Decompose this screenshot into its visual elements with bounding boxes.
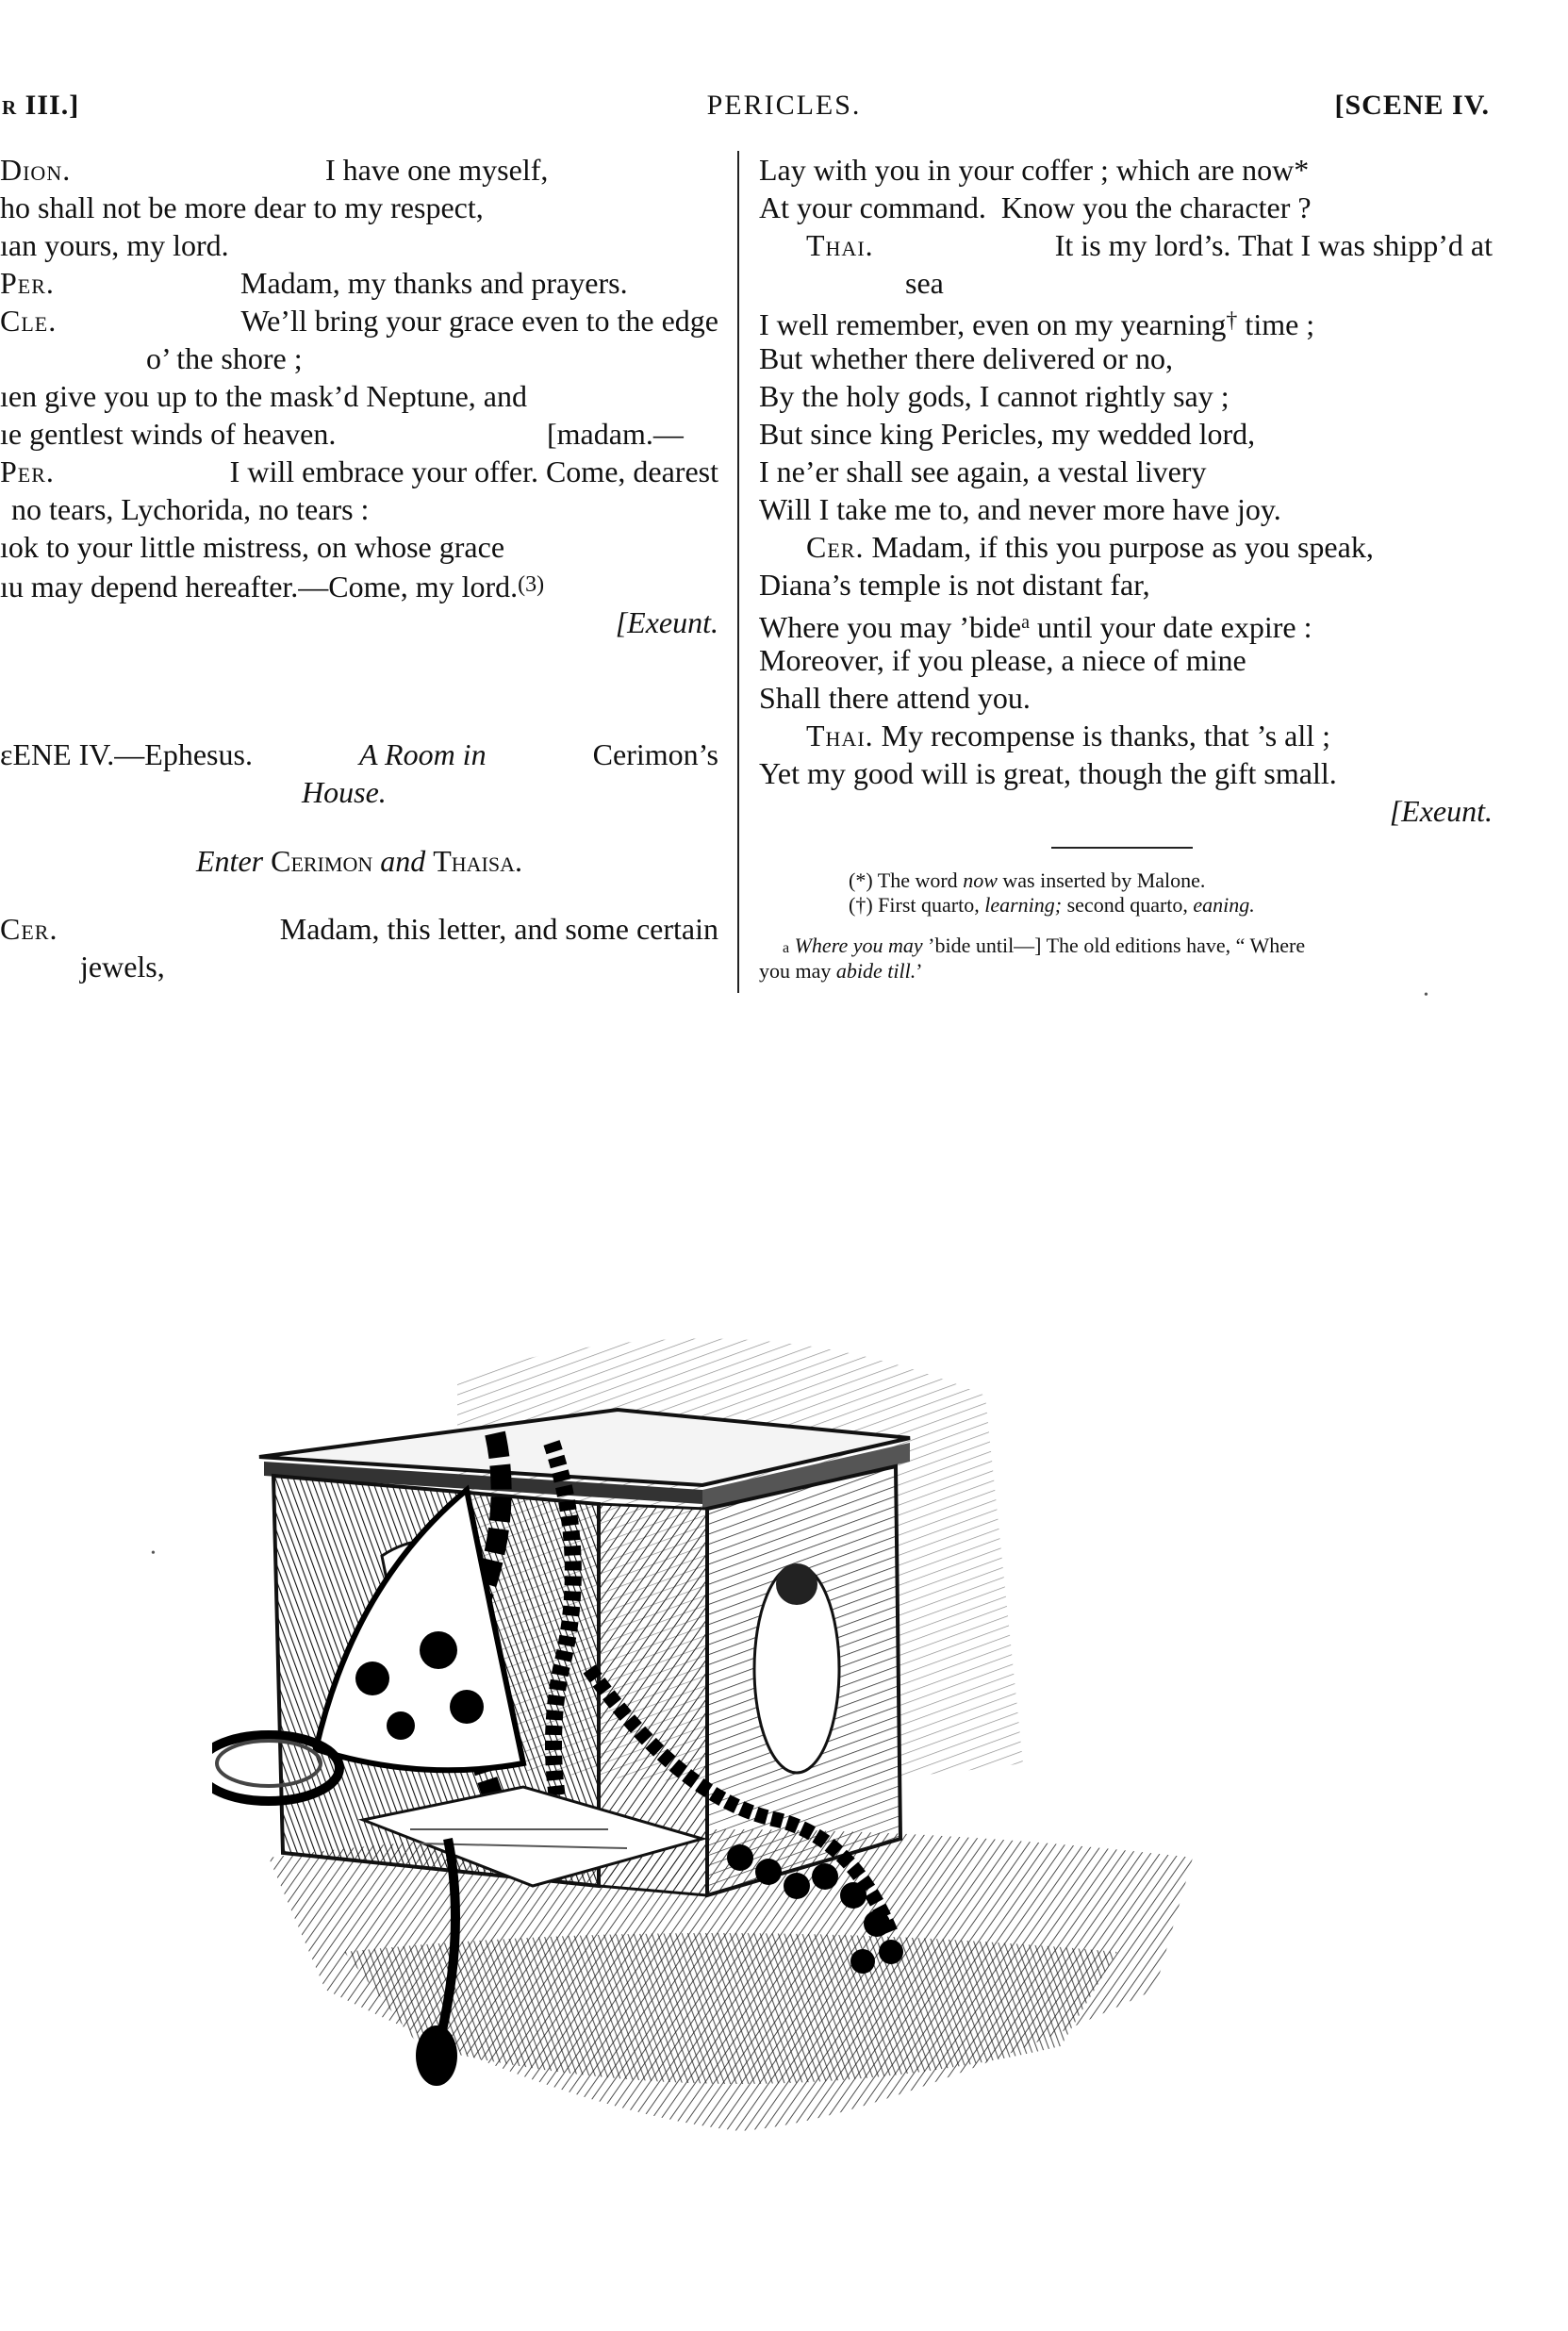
verse-line: ho shall not be more dear to my respect,	[0, 190, 484, 224]
footnote-mark: (*)	[849, 868, 873, 892]
verse-line: Moreover, if you please, a niece of mine	[759, 643, 1246, 677]
footnote-text: ’	[916, 959, 923, 983]
speaker: Cer.	[806, 530, 865, 564]
footnote-text: eaning.	[1193, 893, 1255, 917]
ink-speck: •	[1424, 988, 1428, 1002]
footnote	[849, 892, 1255, 918]
running-header-act: r III.]	[2, 90, 80, 121]
verse-line	[0, 302, 718, 339]
verse-line	[0, 453, 718, 490]
footnote-text: Where you may	[794, 934, 923, 957]
verse-text: My recompense is thanks, that ’s all ;	[881, 719, 1331, 752]
footnote-mark: (†)	[849, 893, 873, 917]
verse-text: We’ll bring your grace even to the edge	[240, 304, 718, 338]
footnote-text: ’bide until—] The old editions have, “ Where	[928, 934, 1306, 957]
ink-speck: •	[151, 1546, 156, 1561]
verse-line	[0, 566, 718, 603]
verse-text: time ;	[1237, 307, 1315, 341]
verse-line: Shall there attend you.	[759, 681, 1031, 715]
verse-line: Will I take me to, and never more have joy.	[759, 492, 1281, 526]
verse-line	[0, 910, 718, 948]
footnote-text: second quarto,	[1066, 893, 1188, 917]
verse-line: Lay with you in your coffer ; which are now*	[759, 153, 1310, 187]
jewel-coffer-engraving	[212, 1273, 1278, 2150]
verse-line: But since king Pericles, my wedded lord,	[759, 417, 1256, 451]
scene-heading	[0, 736, 718, 811]
verse-line	[0, 151, 718, 189]
verse-text: ıu may depend hereafter.—Come, my lord.	[0, 570, 519, 603]
footnote-text: First quarto,	[878, 893, 980, 917]
verse-text: ıe gentlest winds of heaven.	[0, 417, 337, 451]
footnote	[759, 958, 923, 984]
and-word: and	[380, 844, 426, 878]
verse-line	[759, 528, 1493, 566]
column-divider	[737, 151, 739, 993]
speaker: Per.	[0, 266, 55, 300]
verse-line: Diana’s temple is not distant far,	[759, 568, 1150, 602]
footnote-rule	[1051, 847, 1193, 849]
verse-line	[0, 415, 718, 453]
verse-line: jewels,	[80, 950, 165, 984]
footnote-text: now	[963, 868, 998, 892]
enter-word: Enter	[196, 844, 264, 878]
character-name: Thaisa.	[433, 844, 522, 878]
footnote-text: abide till.	[835, 959, 916, 983]
footnote-text: was inserted by Malone.	[1002, 868, 1206, 892]
verse-line: o’ the shore ;	[146, 341, 303, 375]
verse-line: ıok to your little mistress, on whose grace	[0, 530, 505, 564]
verse-line	[0, 264, 718, 302]
note-reference: (3)	[518, 572, 545, 597]
speaker: Dion.	[0, 153, 72, 187]
entrance-direction	[0, 844, 718, 879]
verse-line: ıen give you up to the mask’d Neptune, and	[0, 379, 527, 413]
verse-line: sea	[905, 266, 944, 300]
character-name: Cerimon	[271, 844, 373, 878]
bracelet	[212, 1735, 339, 1801]
footnote-mark: a	[783, 940, 790, 956]
verse-line: By the holy gods, I cannot rightly say ;	[759, 379, 1230, 413]
verse-text: Madam, this letter, and some certain	[279, 912, 718, 946]
verse-text: I well remember, even on my yearning	[759, 307, 1227, 341]
verse-line: But whether there delivered or no,	[759, 341, 1173, 375]
speaker: Per.	[0, 455, 55, 488]
verse-text: Where you may ’bide	[759, 610, 1022, 644]
right-column	[759, 151, 1493, 830]
speaker: Cer.	[0, 912, 58, 946]
exeunt-direction: [Exeunt.	[615, 605, 718, 639]
verse-line: no tears, Lychorida, no tears :	[11, 492, 370, 526]
verse-text: I will embrace your offer. Come, dearest	[229, 455, 718, 488]
verse-line: ıan yours, my lord.	[0, 228, 229, 262]
verse-line	[759, 302, 1493, 339]
verse-line: Yet my good will is great, though the gift small.	[759, 756, 1337, 790]
verse-text: until your date expire :	[1030, 610, 1312, 644]
stage-direction: [madam.—	[547, 417, 684, 451]
verse-line	[759, 226, 1493, 264]
footnote	[849, 868, 1205, 894]
footnote-mark: a	[1021, 612, 1030, 633]
verse-text: Madam, my thanks and prayers.	[240, 266, 628, 300]
footnote-text: you may	[759, 959, 832, 983]
speaker: Thai.	[806, 228, 874, 262]
verse-line: At your command. Know you the character ?	[759, 190, 1312, 224]
footnote-mark: †	[1226, 308, 1238, 333]
scene-heading-room: A Room in	[359, 737, 487, 771]
footnote-text: learning;	[984, 893, 1063, 917]
running-header-title: PERICLES.	[706, 90, 862, 121]
verse-text: I have one myself,	[325, 153, 549, 187]
speaker: Cle.	[0, 304, 58, 338]
scene-heading-house: House.	[302, 775, 387, 809]
speaker: Thai.	[806, 719, 874, 752]
verse-line: I ne’er shall see again, a vestal livery	[759, 455, 1207, 488]
verse-text: Madam, if this you purpose as you speak,	[871, 530, 1374, 564]
scene-heading-place: ɛENE IV.—Ephesus.	[0, 737, 253, 771]
scene-heading-line	[0, 736, 718, 773]
footnote-text: The word	[877, 868, 958, 892]
verse-line	[759, 603, 1493, 644]
verse-line	[759, 717, 1493, 754]
left-column	[0, 151, 718, 641]
running-header-scene: [SCENE IV.	[1334, 90, 1490, 121]
scene-heading-owner: Cerimon’s	[592, 737, 718, 771]
cerimon-speech	[0, 910, 718, 985]
exeunt-direction: [Exeunt.	[1389, 794, 1493, 828]
verse-text: It is my lord’s. That I was shipp’d at	[1054, 228, 1493, 262]
